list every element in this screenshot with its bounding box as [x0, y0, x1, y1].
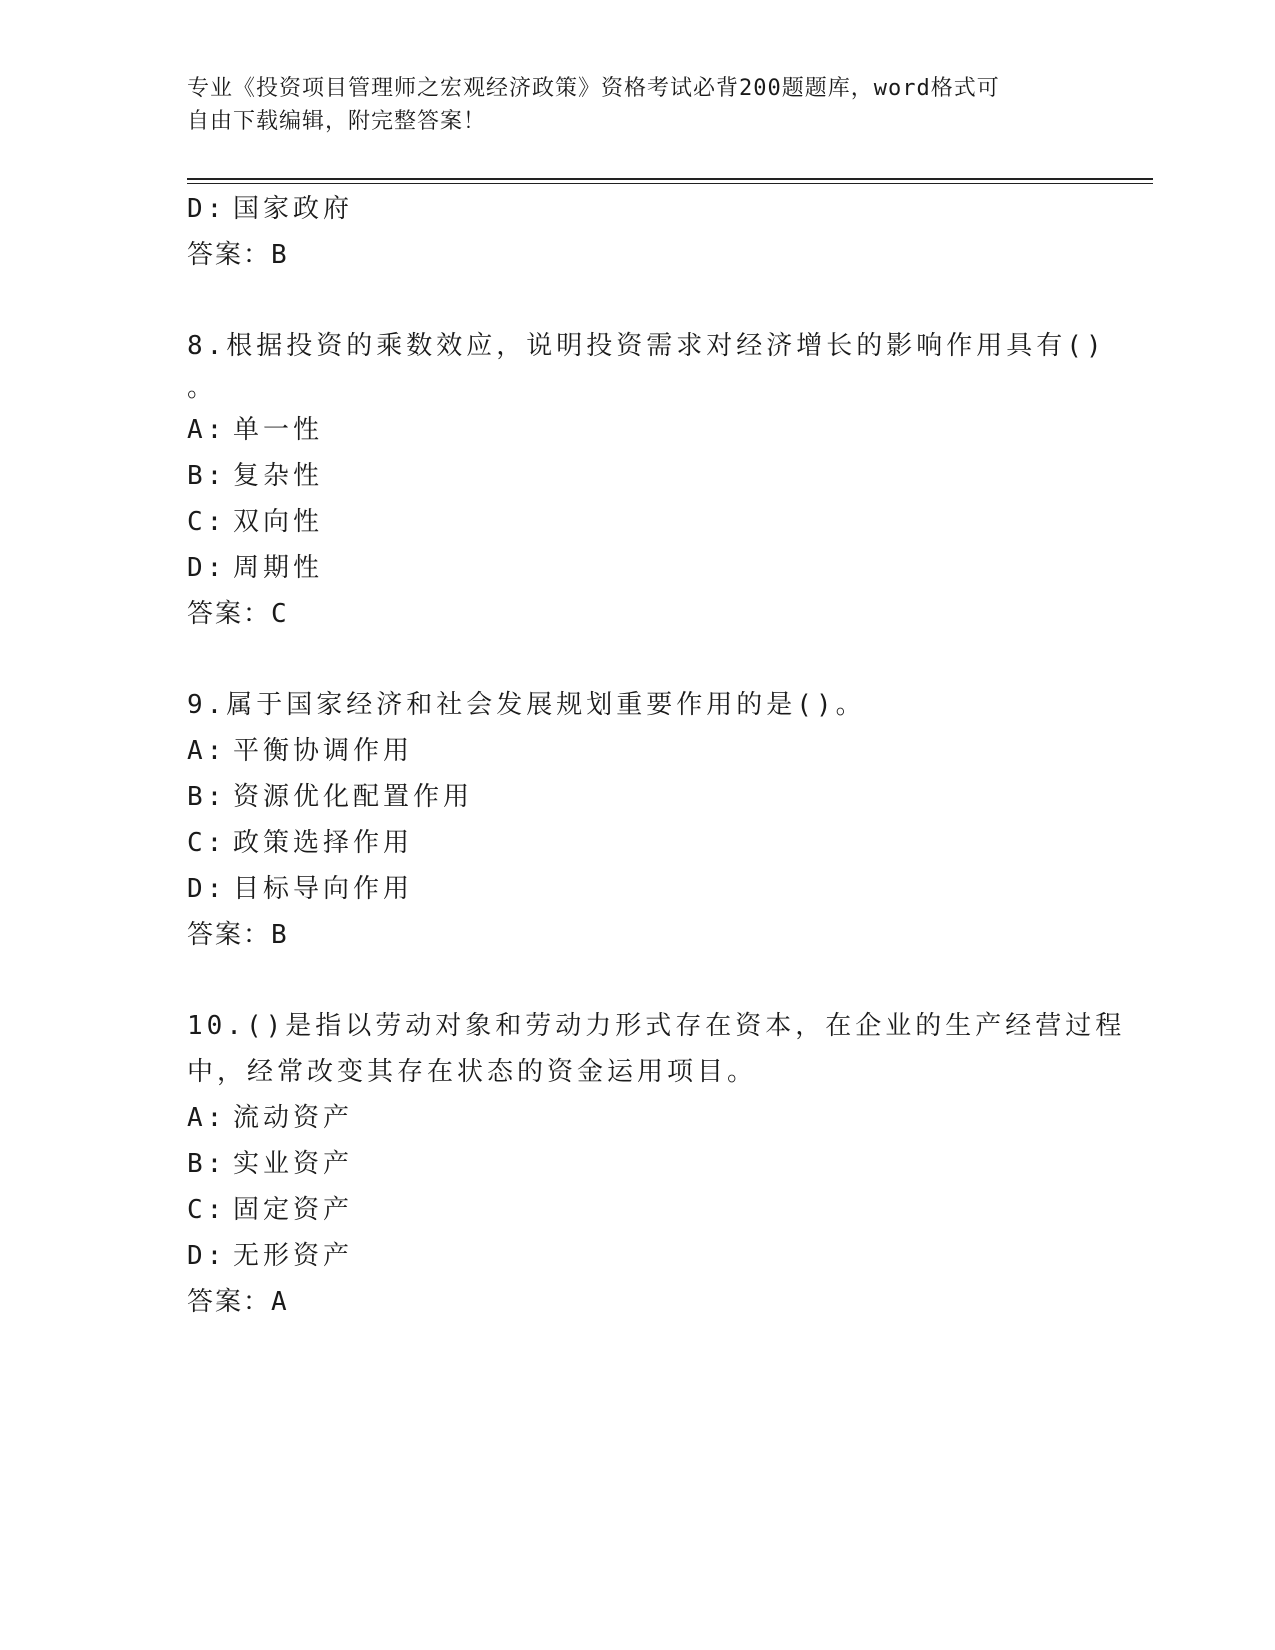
answer-value: A	[271, 1287, 289, 1317]
document-header	[187, 72, 1087, 138]
question-stem: 10.()是指以劳动对象和劳动力形式存在资本，在企业的生产经营过程	[187, 1011, 1126, 1041]
option-text: 平衡协调作用	[233, 736, 414, 766]
answer-label: 答案：	[187, 1287, 272, 1317]
option-a	[187, 407, 1087, 453]
option-c	[187, 1187, 1087, 1233]
option-text: 复杂性	[233, 461, 324, 491]
option-text: 流动资产	[233, 1103, 354, 1133]
option-a	[187, 1095, 1087, 1141]
option-b	[187, 453, 1087, 499]
question-stem: 8.根据投资的乘数效应，说明投资需求对经济增长的影响作用具有()	[187, 331, 1106, 361]
option-key: B:	[187, 461, 227, 491]
option-key: B:	[187, 782, 227, 812]
answer-label: 答案：	[187, 920, 272, 950]
option-b	[187, 1141, 1087, 1187]
option-key: D:	[187, 194, 227, 224]
option-b	[187, 774, 1087, 820]
answer-value: B	[271, 240, 289, 270]
option-d	[187, 1233, 1087, 1279]
prev-option-d	[187, 186, 1087, 232]
question-8	[187, 323, 1106, 637]
option-text: 单一性	[233, 415, 324, 445]
option-text: 资源优化配置作用	[233, 782, 474, 812]
answer-label: 答案：	[187, 240, 272, 270]
option-key: D:	[187, 874, 227, 904]
option-text: 实业资产	[233, 1149, 354, 1179]
option-c	[187, 820, 1087, 866]
option-key: C:	[187, 1195, 227, 1225]
option-text: 政策选择作用	[233, 828, 414, 858]
question-answer	[187, 1279, 1087, 1325]
option-d	[187, 866, 1087, 912]
option-text: 周期性	[233, 553, 324, 583]
option-key: A:	[187, 1103, 227, 1133]
question-10	[187, 1003, 1126, 1325]
option-key: A:	[187, 415, 227, 445]
answer-value: B	[271, 920, 289, 950]
option-key: B:	[187, 1149, 227, 1179]
question-answer	[187, 912, 1087, 958]
question-stem: 9.属于国家经济和社会发展规划重要作用的是()。	[187, 690, 866, 720]
option-key: D:	[187, 553, 227, 583]
answer-value: C	[271, 599, 289, 629]
option-d	[187, 545, 1087, 591]
header-rule-thick	[187, 178, 1153, 180]
prev-answer	[187, 232, 1087, 278]
option-key: A:	[187, 736, 227, 766]
question-9	[187, 682, 1087, 958]
header-line-2: 自由下载编辑，附完整答案！	[187, 109, 487, 134]
option-text: 无形资产	[233, 1241, 354, 1271]
option-key: C:	[187, 828, 227, 858]
option-text: 国家政府	[233, 194, 354, 224]
option-key: D:	[187, 1241, 227, 1271]
question-answer	[187, 591, 1087, 637]
option-text: 固定资产	[233, 1195, 354, 1225]
question-stem-continued: 。	[187, 373, 218, 403]
option-a	[187, 728, 1087, 774]
option-text: 目标导向作用	[233, 874, 414, 904]
header-rule-thin	[187, 183, 1153, 184]
option-key: C:	[187, 507, 227, 537]
document-body	[187, 186, 1126, 1325]
option-c	[187, 499, 1087, 545]
answer-label: 答案：	[187, 599, 272, 629]
question-stem-continued: 中，经常改变其存在状态的资金运用项目。	[187, 1057, 758, 1087]
option-text: 双向性	[233, 507, 324, 537]
header-line-1: 专业《投资项目管理师之宏观经济政策》资格考试必背200题题库，word格式可	[187, 76, 1000, 101]
